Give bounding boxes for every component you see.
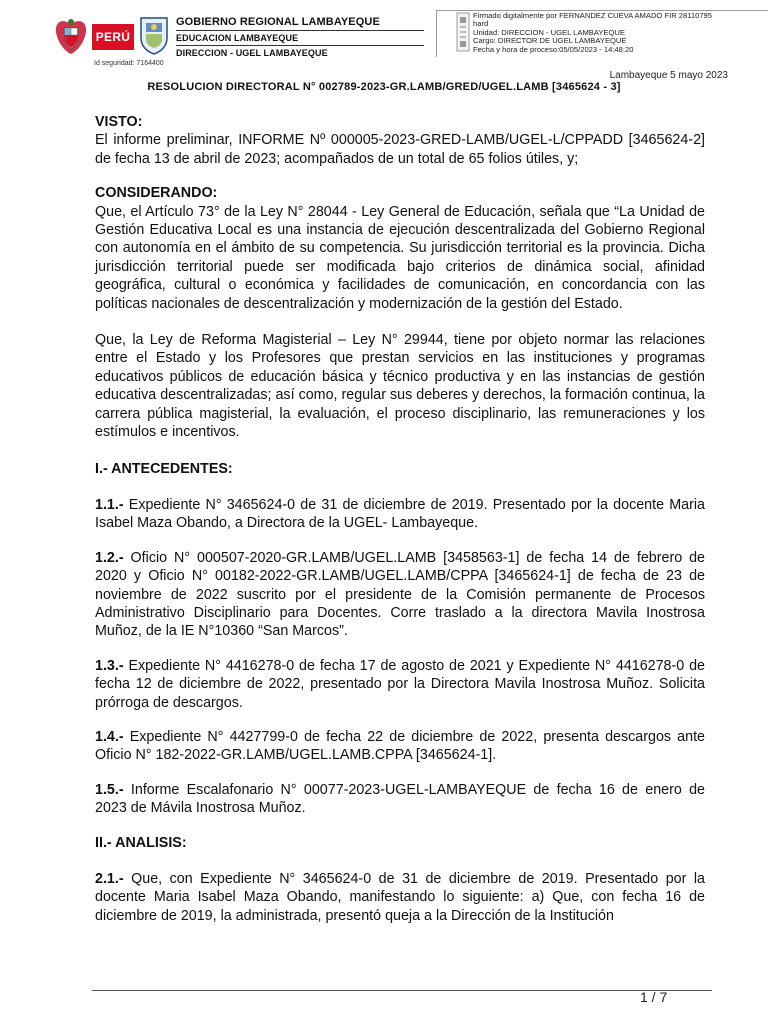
visto-heading: VISTO: <box>95 114 143 130</box>
signature-method: hard <box>473 20 489 29</box>
entity-line-direction: DIRECCION - UGEL LAMBAYEQUE <box>176 48 328 58</box>
antecedentes-heading: I.- ANTECEDENTES: <box>95 460 233 477</box>
antecedente-item <box>95 549 705 641</box>
signature-role: Cargo: DIRECTOR DE UGEL LAMBAYEQUE <box>473 37 627 46</box>
signature-unit: Unidad: DIRECCION - UGEL LAMBAYEQUE <box>473 28 625 37</box>
item-text: Informe Escalafonario N° 00077-2023-UGEL-LAMBAYEQUE de fecha 16 de enero de 2023 de Mávila Inostrosa Muñoz. <box>95 781 705 817</box>
resolution-title: RESOLUCION DIRECTORAL N° 002789-2023-GR.LAMB/GRED/UGEL.LAMB [3465624 - 3] <box>147 81 621 93</box>
antecedente-item <box>95 781 705 818</box>
visto-text: El informe preliminar, INFORME Nº 000005-2023-GRED-LAMB/UGEL-L/CPPADD [3465624-2] de fecha 13 de abril de 2023; acompañados de un total de 65 folios útiles, y; <box>95 132 705 167</box>
footer-divider <box>92 990 712 991</box>
item-number: 1.5.- <box>95 781 124 798</box>
item-text: Expediente N° 3465624-0 de 31 de diciembre de 2019. Presentado por la docente Maria Isabel Maza Obando, a Directora de la UGEL- Lambayeque. <box>95 496 705 532</box>
antecedente-item <box>95 728 705 765</box>
item-text: Oficio N° 000507-2020-GR.LAMB/UGEL.LAMB [3458563-1] de fecha 14 de febrero de 2020 y Oficio N° 00182-2022-GR.LAMB/UGEL.LAMB/CPPA [3465624-1] de fecha de 23 de noviembre de 2022 suscrito por el presidente de la Comisión permanente de Procesos Administrativo Disciplinario para Docentes. Corre traslado a la directora Mavila Inostrosa Muñoz, de la IE N°10360 “San Marcos”. <box>95 549 705 640</box>
signature-stamp-icon <box>456 12 470 52</box>
entity-line-region: GOBIERNO REGIONAL LAMBAYEQUE <box>176 14 424 31</box>
peru-badge: PERÚ <box>92 24 134 50</box>
digital-signature-text <box>473 12 765 54</box>
item-number: 1.1.- <box>95 496 124 513</box>
entity-header <box>176 14 424 60</box>
signature-signer: Firmado digitalmente por FERNANDEZ CUEVA AMADO FIR 28110795 <box>473 12 713 20</box>
item-number: 2.1.- <box>95 871 124 887</box>
considerando-paragraph: Que, la Ley de Reforma Magisterial – Ley N° 29944, tiene por objeto normar las relaciones entre el Estado y los Profesores que prestan servicios en las instituciones y programas educativos públicos de educación básica y técnico productiva y en las instancias de gestión educativa descentralizadas; así como, regular sus deberes y derechos, la formación continua, la carrera pública magisterial, la evaluación, el proceso disciplinario, las remuneraciones y los estímulos e incentivos. <box>95 332 705 441</box>
security-id: Id seguridad: 7164400 <box>94 60 164 67</box>
regional-shield-icon <box>138 14 170 56</box>
signature-datetime: Fecha y hora de proceso:05/05/2023 - 14:48:20 <box>473 45 634 54</box>
item-number: 1.3.- <box>95 657 124 674</box>
entity-line-education: EDUCACION LAMBAYEQUE <box>176 31 424 46</box>
item-text: Que, con Expediente N° 3465624-0 de 31 de diciembre de 2019. Presentado por la docente Maria Isabel Maza Obando, manifestando lo siguiente: a) Que, con fecha 16 de diciembre de 2019, la administrada, presentó queja a la Dirección de la Institución <box>95 871 705 924</box>
considerando-heading: CONSIDERANDO: <box>95 185 218 202</box>
item-text: Expediente N° 4416278-0 de fecha 17 de agosto de 2021 y Expediente N° 4416278-0 de fecha 12 de diciembre de 2022, presentado por la Directora Mavila Inostrosa Muñoz. Solicita prórroga de descargos. <box>95 657 705 711</box>
antecedente-item <box>95 657 705 712</box>
analisis-item <box>95 870 705 925</box>
antecedente-item <box>95 496 705 533</box>
analisis-heading: II.- ANALISIS: <box>95 834 187 851</box>
peru-coat-of-arms-logo <box>52 14 90 58</box>
document-body <box>95 113 705 925</box>
document-date: Lambayeque 5 mayo 2023 <box>609 70 728 81</box>
item-text: Expediente N° 4427799-0 de fecha 22 de diciembre de 2022, presenta descargos ante Oficio N° 182-2022-GR.LAMB/UGEL.LAMB.CPPA [3465624-1]. <box>95 728 705 764</box>
considerando-paragraph: Que, el Artículo 73° de la Ley N° 28044 - Ley General de Educación, señala que “La Unidad de Gestión Educativa Local es una instancia de ejecución descentralizada del Gobierno Regional con autonomía en el ámbito de su competencia. Su jurisdicción territorial es la provincia. Dicha jurisdicción territorial puede ser modificada bajo criterios de dinámica social, afinidad geográfica, cultural o económica y facilidades de comunicación, en concordancia con las políticas nacionales de descentralización y modernización de la gestión del Estado. <box>95 203 705 312</box>
page-number: 1 / 7 <box>640 989 668 1005</box>
item-number: 1.2.- <box>95 549 124 566</box>
item-number: 1.4.- <box>95 728 124 745</box>
